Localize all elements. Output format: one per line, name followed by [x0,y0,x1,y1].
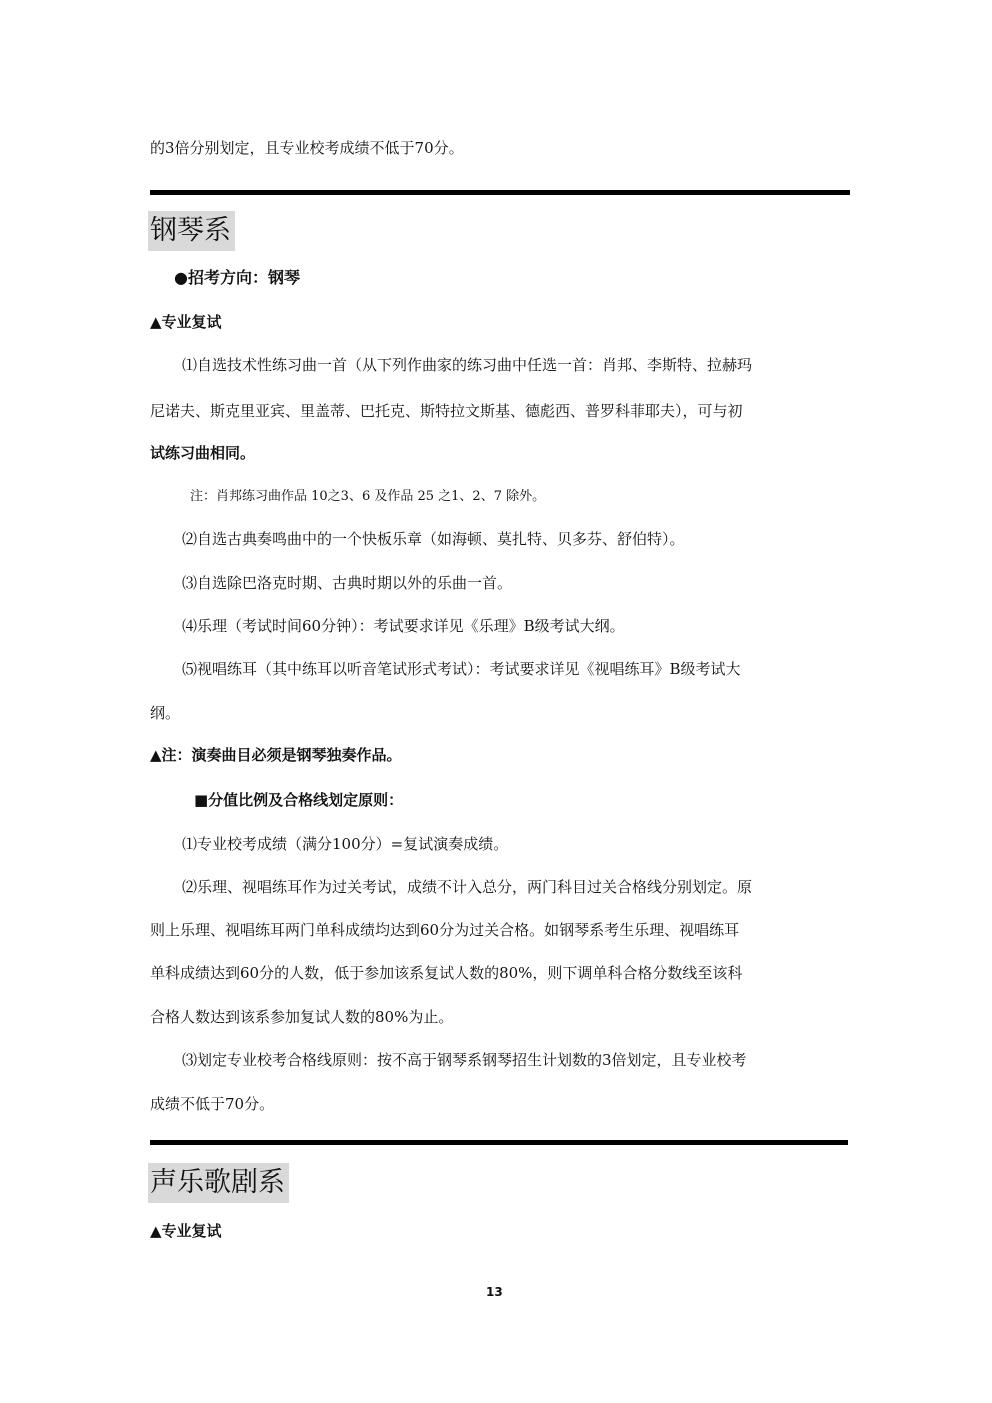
piano-item3: ⑶自选除巴洛克时期、古典时期以外的乐曲一首。 [182,574,513,592]
piano-item5-line2: 纲。 [150,704,181,722]
section-title-piano: 钢琴系 [148,211,235,251]
piano-score-heading: ■分值比例及合格线划定原则： [194,791,404,809]
piano-retest-heading: ▲专业复试 [150,313,222,331]
section-divider [150,190,850,195]
piano-rule3-line1: ⑶划定专业校考合格线原则：按不高于钢琴系钢琴招生计划数的3倍划定，且专业校考 [182,1051,747,1069]
piano-rule1: ⑴专业校考成绩（满分100分）=复试演奏成绩。 [182,835,509,853]
piano-item4: ⑷乐理（考试时间60分钟）：考试要求详见《乐理》B级考试大纲。 [182,617,625,635]
piano-item5-line1: ⑸视唱练耳（其中练耳以听音笔试形式考试）：考试要求详见《视唱练耳》B级考试大 [182,660,741,678]
section-title-vocal: 声乐歌剧系 [148,1163,289,1203]
piano-note: 注：肖邦练习曲作品 10之3、6 及作品 25 之1、2、7 除外。 [190,489,546,504]
top-fragment: 的3倍分别划定，且专业校考成绩不低于70分。 [150,139,464,157]
piano-direction: ●招考方向：钢琴 [174,268,300,287]
vocal-retest-heading: ▲专业复试 [150,1222,222,1240]
piano-rule2-line4: 合格人数达到该系参加复试人数的80%为止。 [150,1008,454,1026]
piano-rule3-line2: 成绩不低于70分。 [150,1095,275,1113]
piano-item2: ⑵自选古典奏鸣曲中的一个快板乐章（如海顿、莫扎特、贝多芬、舒伯特）。 [182,530,685,548]
piano-rule2-line3: 单科成绩达到60分的人数，低于参加该系复试人数的80%，则下调单科合格分数线至该科 [150,964,743,982]
piano-item1-line2: 尼诺夫、斯克里亚宾、里盖蒂、巴托克、斯特拉文斯基、德彪西、普罗科菲耶夫），可与初 [150,402,743,420]
piano-item1-line1: ⑴自选技术性练习曲一首（从下列作曲家的练习曲中任选一首：肖邦、李斯特、拉赫玛 [182,356,753,374]
page-number: 13 [486,1285,503,1299]
piano-rule2-line1: ⑵乐理、视唱练耳作为过关考试，成绩不计入总分，两门科目过关合格线分别划定。原 [182,878,753,896]
section-divider [150,1140,848,1145]
piano-rule2-line2: 则上乐理、视唱练耳两门单科成绩均达到60分为过关合格。如钢琴系考生乐理、视唱练耳 [150,921,740,939]
piano-warning: ▲注：演奏曲目必须是钢琴独奏作品。 [150,746,402,764]
piano-item1-line3: 试练习曲相同。 [150,444,256,462]
